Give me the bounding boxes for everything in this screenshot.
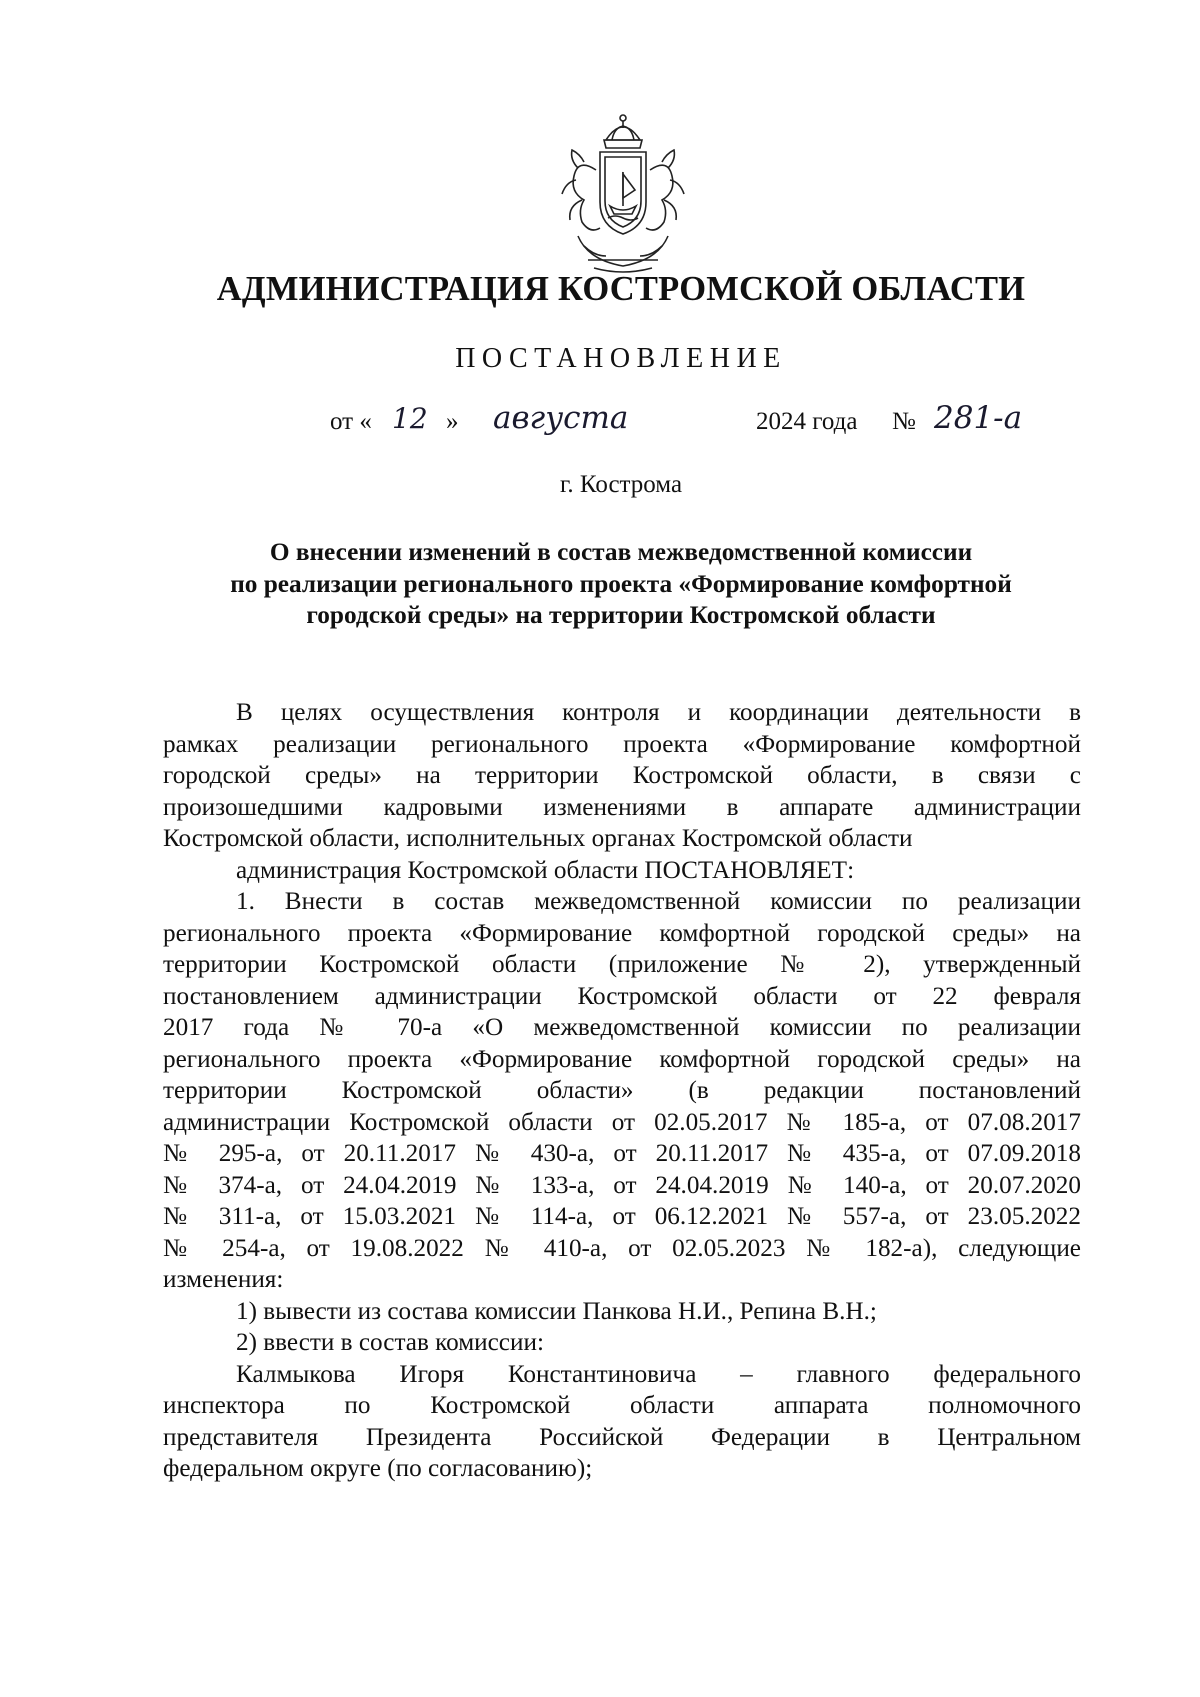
body-line: № 254-а, от 19.08.2022 № 410-а, от 02.05.2023 № 182-а), следующие: [163, 1234, 1081, 1262]
title-line: по реализации регионального проекта «Формирование комфортной: [230, 569, 1012, 598]
date-day-close: »: [446, 408, 459, 435]
body-line: постановлением администрации Костромской области от 22 февраля: [163, 982, 1081, 1010]
body-line: 1. Внести в состав межведомственной комиссии по реализации: [236, 888, 1081, 915]
body-line: администрация Костромской области ПОСТАНОВЛЯЕТ:: [236, 856, 855, 884]
body-line: администрации Костромской области от 02.05.2017 № 185-а, от 07.08.2017: [163, 1108, 1081, 1136]
document-type: ПОСТАНОВЛЕНИЕ: [455, 343, 787, 374]
kostroma-coat-of-arms-icon: [548, 110, 698, 278]
body-line: изменения:: [163, 1266, 284, 1293]
body-line: регионального проекта «Формирование комфортной городской среды» на: [163, 919, 1081, 947]
body-line: В целях осуществления контроля и координации деятельности в: [236, 699, 1081, 726]
date-year: 2024 года: [756, 408, 858, 435]
body-line: № 295-а, от 20.11.2017 № 430-а, от 20.11.2017 № 435-а, от 07.09.2018: [163, 1140, 1081, 1167]
date-prefix: от «: [330, 408, 372, 435]
date-day-handwritten: 12: [392, 402, 428, 435]
body-line: территории Костромской области» (в редакции постановлений: [163, 1077, 1081, 1104]
body-line: произошедшими кадровыми изменениями в аппарате администрации: [163, 793, 1081, 821]
date-month-handwritten: августа: [493, 400, 629, 436]
body-line: № 374-а, от 24.04.2019 № 133-а, от 24.04.2019 № 140-а, от 20.07.2020: [163, 1171, 1081, 1199]
document-title: [150, 537, 1092, 632]
body-line: рамках реализации регионального проекта «Формирование комфортной: [163, 730, 1081, 758]
body-line: 2017 года № 70-а «О межведомственной комиссии по реализации: [163, 1014, 1081, 1041]
title-line: городской среды» на территории Костромской области: [306, 601, 936, 629]
body-line: регионального проекта «Формирование комфортной городской среды» на: [163, 1045, 1081, 1073]
body-line: городской среды» на территории Костромской области, в связи с: [163, 762, 1081, 789]
body-line: территории Костромской области (приложение № 2), утвержденный: [163, 951, 1081, 978]
document-body: [163, 697, 1081, 1485]
doc-number-handwritten: 281-а: [934, 400, 1023, 436]
body-line: федеральном округе (по согласованию);: [163, 1455, 593, 1482]
body-line: 2) ввести в состав комиссии:: [236, 1329, 544, 1356]
date-number-line: [0, 400, 1200, 448]
body-line: 1) вывести из состава комиссии Панкова Н.И., Репина В.Н.;: [236, 1297, 877, 1325]
body-line: представителя Президента Российской Федерации в Центральном: [163, 1423, 1081, 1451]
city-name: г. Кострома: [559, 471, 683, 498]
number-label: №: [892, 408, 916, 435]
body-line: № 311-а, от 15.03.2021 № 114-а, от 06.12.2021 № 557-а, от 23.05.2022: [163, 1203, 1081, 1230]
body-line: Калмыкова Игоря Константиновича – главного федерального: [236, 1360, 1081, 1388]
title-line: О внесении изменений в состав межведомственной комиссии: [269, 538, 973, 566]
body-line: инспектора по Костромской области аппарата полномочного: [163, 1392, 1081, 1419]
body-line: Костромской области, исполнительных органах Костромской области: [163, 825, 913, 852]
organization-title: АДМИНИСТРАЦИЯ КОСТРОМСКОЙ ОБЛАСТИ: [216, 270, 1026, 308]
